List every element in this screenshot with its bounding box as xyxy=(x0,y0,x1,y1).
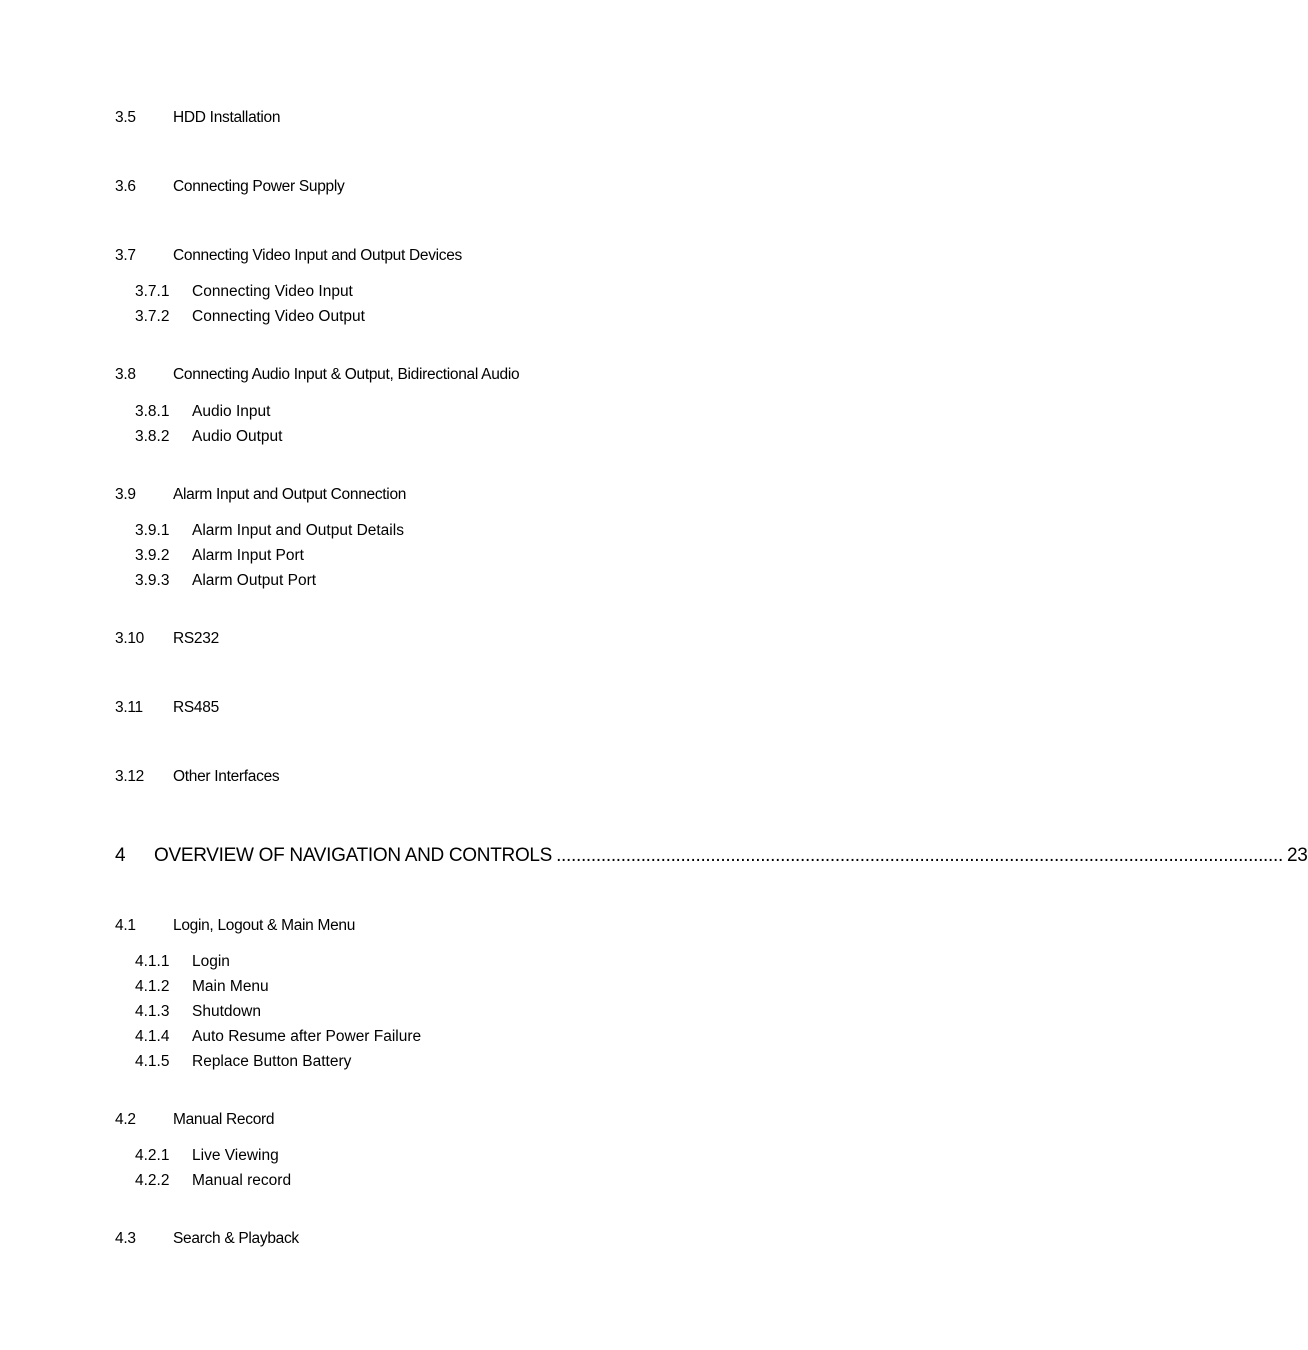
toc-number: 3.7.1 xyxy=(135,283,170,300)
toc-title: OVERVIEW OF NAVIGATION AND CONTROLS xyxy=(154,845,553,866)
toc-title: Main Menu xyxy=(192,978,269,995)
toc-title: Manual record xyxy=(192,1172,292,1189)
toc-title: Auto Resume after Power Failure xyxy=(192,1028,422,1045)
toc-title: Replace Button Battery xyxy=(192,1053,352,1070)
toc-title: Shutdown xyxy=(192,1003,261,1020)
toc-number: 3.9.1 xyxy=(135,522,170,539)
toc-title: Connecting Video Input xyxy=(192,283,353,300)
toc-number: 4.1.2 xyxy=(135,978,170,995)
toc-number: 4.2 xyxy=(115,1111,136,1128)
toc-title: Connecting Video Output xyxy=(192,308,365,325)
toc-number: 3.7 xyxy=(115,247,136,264)
toc-number: 3.11 xyxy=(115,699,143,716)
toc-title: Connecting Audio Input & Output, Bidirectional Audio xyxy=(173,366,520,383)
toc-title: Connecting Power Supply xyxy=(173,178,345,195)
toc-number: 3.9.3 xyxy=(135,572,170,589)
toc-title: Manual Record xyxy=(173,1111,275,1128)
toc-number: 4.1 xyxy=(115,917,136,934)
toc-title: Audio Output xyxy=(192,428,283,445)
dot-leader: .................................................................................................................................................. xyxy=(556,845,1283,866)
toc-title: Login, Logout & Main Menu xyxy=(173,917,356,934)
toc-number: 4.2.1 xyxy=(135,1147,170,1164)
toc-number: 4.1.4 xyxy=(135,1028,170,1045)
toc-title: Alarm Input and Output Connection xyxy=(173,486,407,503)
toc-title: Connecting Video Input and Output Devices xyxy=(173,247,463,264)
toc-title: Alarm Input Port xyxy=(192,547,304,564)
toc-number: 4.1.3 xyxy=(135,1003,170,1020)
toc-number: 4.2.2 xyxy=(135,1172,170,1189)
toc-number: 4.1.1 xyxy=(135,953,170,970)
toc-number: 3.9.2 xyxy=(135,547,170,564)
toc-number: 3.5 xyxy=(115,109,136,126)
toc-number: 3.6 xyxy=(115,178,136,195)
toc-title: RS232 xyxy=(173,630,219,647)
toc-number: 3.8.1 xyxy=(135,403,170,420)
toc-number: 3.9 xyxy=(115,486,136,503)
toc-number: 3.8 xyxy=(115,366,136,383)
toc-number: 4.1.5 xyxy=(135,1053,170,1070)
toc-number: 3.10 xyxy=(115,630,144,647)
toc-title: Alarm Input and Output Details xyxy=(192,522,404,539)
toc-title: Search & Playback xyxy=(173,1230,299,1247)
toc-title: HDD Installation xyxy=(173,109,281,126)
toc-title: Other Interfaces xyxy=(173,768,280,785)
toc-title: Login xyxy=(192,953,230,970)
toc-number: 3.8.2 xyxy=(135,428,170,445)
toc-number: 3.12 xyxy=(115,768,144,785)
toc-number: 4 xyxy=(115,845,126,866)
toc-title: Alarm Output Port xyxy=(192,572,317,589)
toc-title: Live Viewing xyxy=(192,1147,279,1164)
toc-title: RS485 xyxy=(173,699,219,716)
toc-title: Audio Input xyxy=(192,403,271,420)
toc-chapter-4[interactable] xyxy=(115,845,1308,867)
toc-number: 4.3 xyxy=(115,1230,136,1247)
toc-page-number: 23 xyxy=(1286,845,1308,866)
toc-number: 3.7.2 xyxy=(135,308,170,325)
